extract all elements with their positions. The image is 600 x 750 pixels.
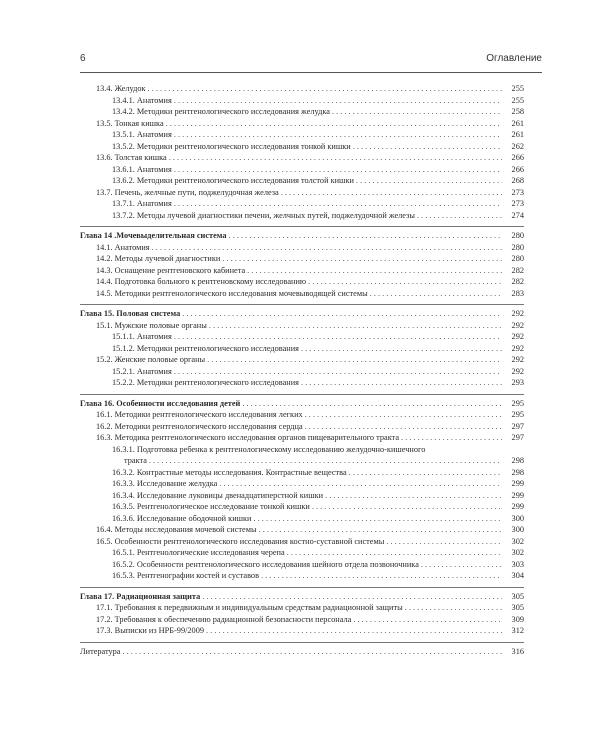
toc-entry[interactable]: 15.2.1. Анатомия . . . 292 xyxy=(112,366,524,378)
toc-entry[interactable]: 16.3.4. Исследование луковицы двенадцатиперстной кишки . . . 299 xyxy=(112,490,524,502)
toc-entry[interactable]: 13.5. Тонкая кишка . . . 261 xyxy=(96,118,524,130)
toc-entry[interactable]: 13.4. Желудок . . . 255 xyxy=(96,83,524,95)
toc-entry[interactable]: 13.6. Толстая кишка . . . 266 xyxy=(96,152,524,164)
toc-entry[interactable]: 16.4. Методы исследования мочевой системы . . . 300 xyxy=(96,524,524,536)
toc-entry[interactable]: 14.1. Анатомия . . . 280 xyxy=(96,242,524,254)
toc-entry[interactable]: 16.5.3. Рентгенографии костей и суставов . . . 304 xyxy=(112,570,524,582)
running-header xyxy=(80,53,542,69)
toc-chapter-14[interactable]: Глава 14 .Мочевыделительная система . . . 280 xyxy=(80,230,524,242)
toc-entry[interactable]: 14.3. Оснащение рентгеновского кабинета . . . 282 xyxy=(96,265,524,277)
chapter-divider xyxy=(80,587,524,588)
toc-entry[interactable]: 16.3.3. Исследование желудка . . . 299 xyxy=(112,478,524,490)
toc-entry[interactable]: 16.1. Методики рентгенологического исследования легких . . . 295 xyxy=(96,409,524,421)
toc-entry[interactable]: 13.7.1. Анатомия . . . 273 xyxy=(112,198,524,210)
toc-entry[interactable]: 16.3.5. Рентгенологическое исследование тонкой кишки . . . 299 xyxy=(112,501,524,513)
toc-entry[interactable]: 16.3. Методика рентгенологического исследования органов пищеварительного тракта . . . 297 xyxy=(96,432,524,444)
toc-entry[interactable]: 13.7. Печень, желчные пути, поджелудочная железа . . . 273 xyxy=(96,187,524,199)
toc-entry[interactable]: 16.5. Особенности рентгенологического исследования костно-суставной системы . . . 302 xyxy=(96,536,524,548)
toc-entry[interactable]: 13.4.2. Методики рентгенологического исследования желудка . . . 258 xyxy=(112,106,524,118)
toc-entry[interactable]: 13.6.2. Методики рентгенологического исследования толстой кишки . . . 268 xyxy=(112,175,524,187)
toc-entry[interactable]: 13.5.1. Анатомия . . . 261 xyxy=(112,129,524,141)
toc-entry[interactable]: 15.1.1. Анатомия . . . 292 xyxy=(112,331,524,343)
toc-entry[interactable]: 15.2.2. Методики рентгенологического исследования . . . 293 xyxy=(112,377,524,389)
page-number: 6 xyxy=(80,53,86,64)
running-title: Оглавление xyxy=(486,53,542,64)
toc-entry[interactable]: 16.3.6. Исследование ободочной кишки . . . 300 xyxy=(112,513,524,525)
toc-entry[interactable]: 15.2. Женские половые органы . . . 292 xyxy=(96,354,524,366)
table-of-contents xyxy=(80,83,524,657)
toc-entry[interactable]: 13.6.1. Анатомия . . . 266 xyxy=(112,164,524,176)
toc-literature[interactable]: Литература . . . 316 xyxy=(80,646,524,658)
header-rule xyxy=(80,72,542,73)
toc-chapter-15[interactable]: Глава 15. Половая система . . . 292 xyxy=(80,308,524,320)
toc-entry[interactable]: 14.5. Методики рентгенологического исследования мочевыводящей системы . . . 283 xyxy=(96,288,524,300)
toc-entry[interactable]: 16.5.1. Рентгенологические исследования черепа . . . 302 xyxy=(112,547,524,559)
toc-entry[interactable]: 13.4.1. Анатомия . . . 255 xyxy=(112,95,524,107)
toc-entry[interactable]: 13.7.2. Методы лучевой диагностики печени, желчных путей, поджелудочной железы . . . 274 xyxy=(112,210,524,222)
toc-entry[interactable]: 17.2. Требования к обеспечению радиационной безопасности персонала . . . 309 xyxy=(96,614,524,626)
toc-entry[interactable]: 17.3. Выписки из НРБ-99/2009 . . . 312 xyxy=(96,625,524,637)
chapter-divider xyxy=(80,226,524,227)
toc-entry[interactable]: 13.5.2. Методики рентгенологического исследования тонкой кишки . . . 262 xyxy=(112,141,524,153)
toc-entry[interactable]: 16.3.2. Контрастные методы исследования. Контрастные вещества . . . 298 xyxy=(112,467,524,479)
toc-entry[interactable]: 16.5.2. Особенности рентгенологического исследования шейного отдела позвоночника . . . 303 xyxy=(112,559,524,571)
toc-entry[interactable]: 14.4. Подготовка больного к рентгеновскому исследованию . . . 282 xyxy=(96,276,524,288)
toc-chapter-16[interactable]: Глава 16. Особенности исследования детей . . . 295 xyxy=(80,398,524,410)
toc-entry-continuation[interactable]: тракта . . . 298 xyxy=(124,455,524,467)
toc-entry[interactable]: 14.2. Методы лучевой диагностики . . . 280 xyxy=(96,253,524,265)
toc-entry[interactable]: 16.2. Методики рентгенологического исследования сердца . . . 297 xyxy=(96,421,524,433)
chapter-divider xyxy=(80,642,524,643)
chapter-divider xyxy=(80,304,524,305)
toc-entry[interactable]: 15.1.2. Методики рентгенологического исследования . . . 292 xyxy=(112,343,524,355)
toc-entry-multiline[interactable]: 16.3.1. Подготовка ребенка к рентгенологическому исследованию желудочно-кишечного xyxy=(112,444,426,454)
toc-entry[interactable]: 17.1. Требования к передвижным и индивидуальным средствам радиационной защиты . . . 305 xyxy=(96,602,524,614)
chapter-divider xyxy=(80,394,524,395)
toc-chapter-17[interactable]: Глава 17. Радиационная защита . . . 305 xyxy=(80,591,524,603)
toc-entry[interactable]: 15.1. Мужские половые органы . . . 292 xyxy=(96,320,524,332)
